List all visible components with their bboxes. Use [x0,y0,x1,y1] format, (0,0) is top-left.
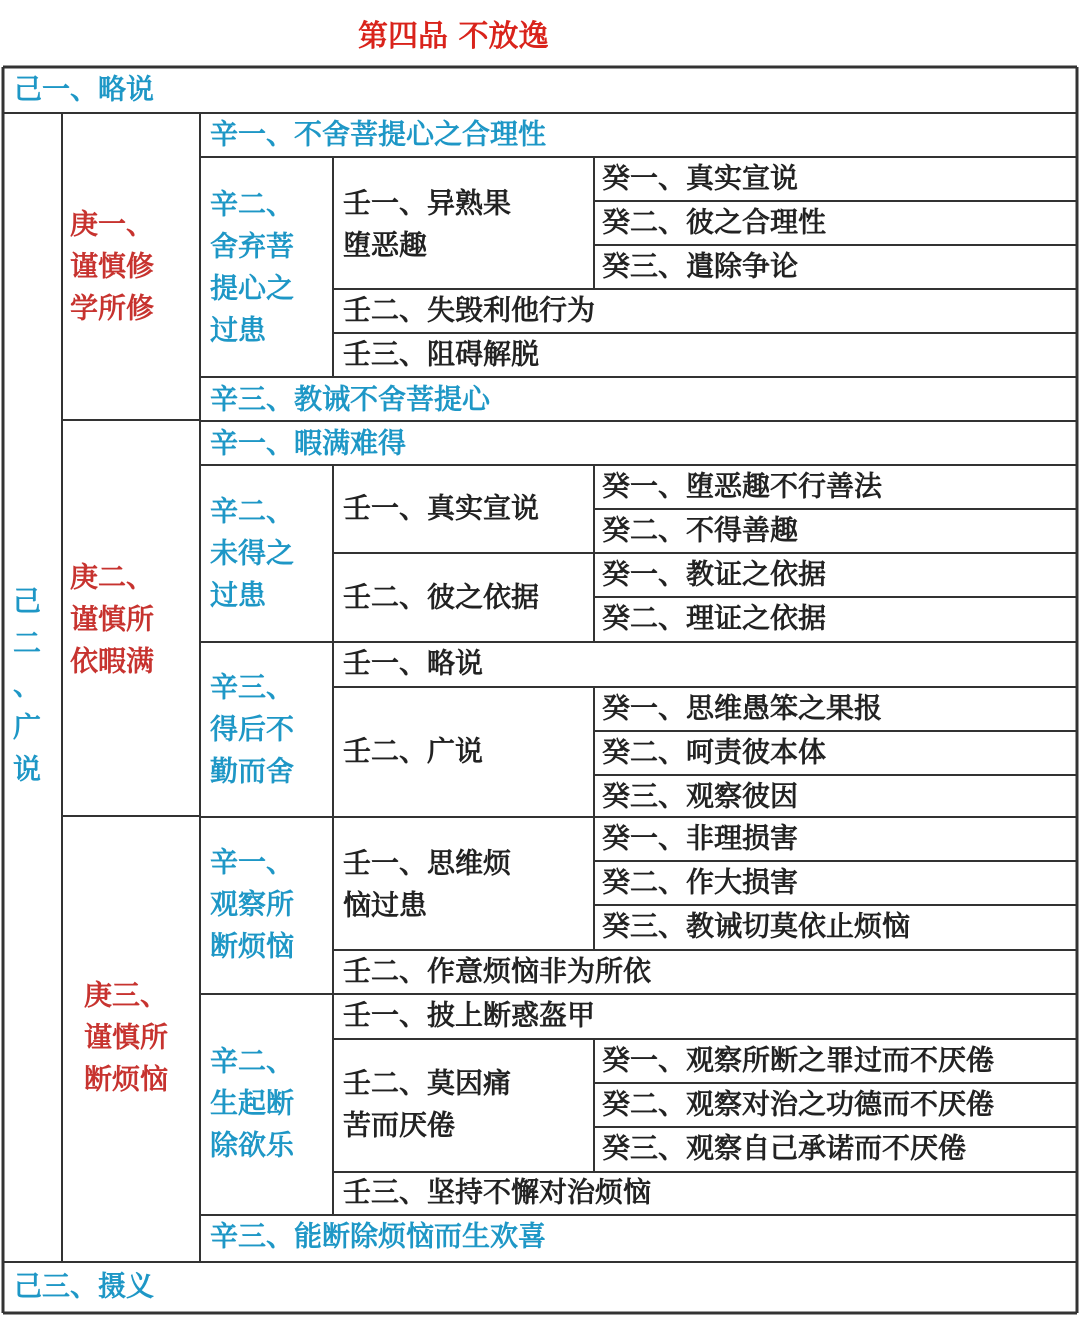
geng2-xin1: 辛一、暇满难得 [210,426,407,460]
geng3-xin1-gui-3: 癸三、教诫切莫依止烦恼 [602,909,911,943]
geng3-xin3: 辛三、能断除烦恼而生欢喜 [210,1219,547,1253]
geng2-xin2: 辛二、未得之过患 [210,494,295,612]
geng1-label: 庚一、谨慎修学所修 [70,207,155,325]
geng2-xin3: 辛三、得后不勤而舍 [210,670,295,788]
geng3-xin1-ren2: 壬二、作意烦恼非为所依 [343,954,652,988]
geng1-xin2-ren1: 壬一、异熟果堕恶趣 [343,186,512,262]
geng3-xin1-gui-1: 癸一、非理损害 [602,821,799,855]
geng3-xin2-ren2: 壬二、莫因痛苦而厌倦 [343,1066,512,1142]
geng3-xin2-ren1: 壬一、披上断惑盔甲 [343,998,596,1032]
geng1-gui-1: 癸一、真实宣说 [602,161,799,195]
geng2-xin3-gui-2: 癸二、呵责彼本体 [602,735,827,769]
ji3-label: 己三、摄义 [14,1269,155,1303]
geng2-xin3-gui-1: 癸一、思维愚笨之果报 [602,691,883,725]
geng3-xin1: 辛一、观察所断烦恼 [210,845,295,963]
geng2-xin3-ren2: 壬二、广说 [343,734,484,768]
geng3-xin2-gui-2: 癸二、观察对治之功德而不厌倦 [602,1087,995,1121]
geng2-xin2-ren2: 壬二、彼之依据 [343,580,540,614]
geng3-xin2-gui-3: 癸三、观察自己承诺而不厌倦 [602,1131,967,1165]
geng1-xin3: 辛三、教诫不舍菩提心 [210,382,491,416]
geng1-xin1: 辛一、不舍菩提心之合理性 [210,117,547,151]
page-title: 第四品 不放逸 [358,19,549,54]
geng2-xin3-ren1: 壬一、略说 [343,646,484,680]
geng3-xin1-gui-2: 癸二、作大损害 [602,865,799,899]
geng3-label: 庚三、谨慎所断烦恼 [84,978,169,1096]
geng1-xin2: 辛二、舍弃菩提心之过患 [210,187,295,347]
geng3-xin2: 辛二、生起断除欲乐 [210,1044,295,1162]
geng1-xin2-ren3: 壬三、阻碍解脱 [343,337,540,371]
geng1-gui-3: 癸三、遣除争论 [602,249,799,283]
geng3-xin2-gui-1: 癸一、观察所断之罪过而不厌倦 [602,1043,995,1077]
geng1-gui-2: 癸二、彼之合理性 [602,205,827,239]
geng2-ren2-gui-1: 癸一、教证之依据 [602,557,827,591]
geng2-ren1-gui-2: 癸二、不得善趣 [602,513,799,547]
ji1-label: 己一、略说 [14,72,155,106]
geng1-xin2-ren2: 壬二、失毁利他行为 [343,293,596,327]
ji2-label: 己二、广说 [13,584,42,786]
geng2-xin2-ren1: 壬一、真实宣说 [343,491,540,525]
geng2-ren1-gui-1: 癸一、堕恶趣不行善法 [602,469,883,503]
geng2-label: 庚二、谨慎所依暇满 [70,560,155,678]
geng2-xin3-gui-3: 癸三、观察彼因 [602,779,799,813]
geng3-xin1-ren1: 壬一、思维烦恼过患 [343,846,512,922]
geng2-ren2-gui-2: 癸二、理证之依据 [602,601,827,635]
geng3-xin2-ren3: 壬三、坚持不懈对治烦恼 [343,1175,652,1209]
